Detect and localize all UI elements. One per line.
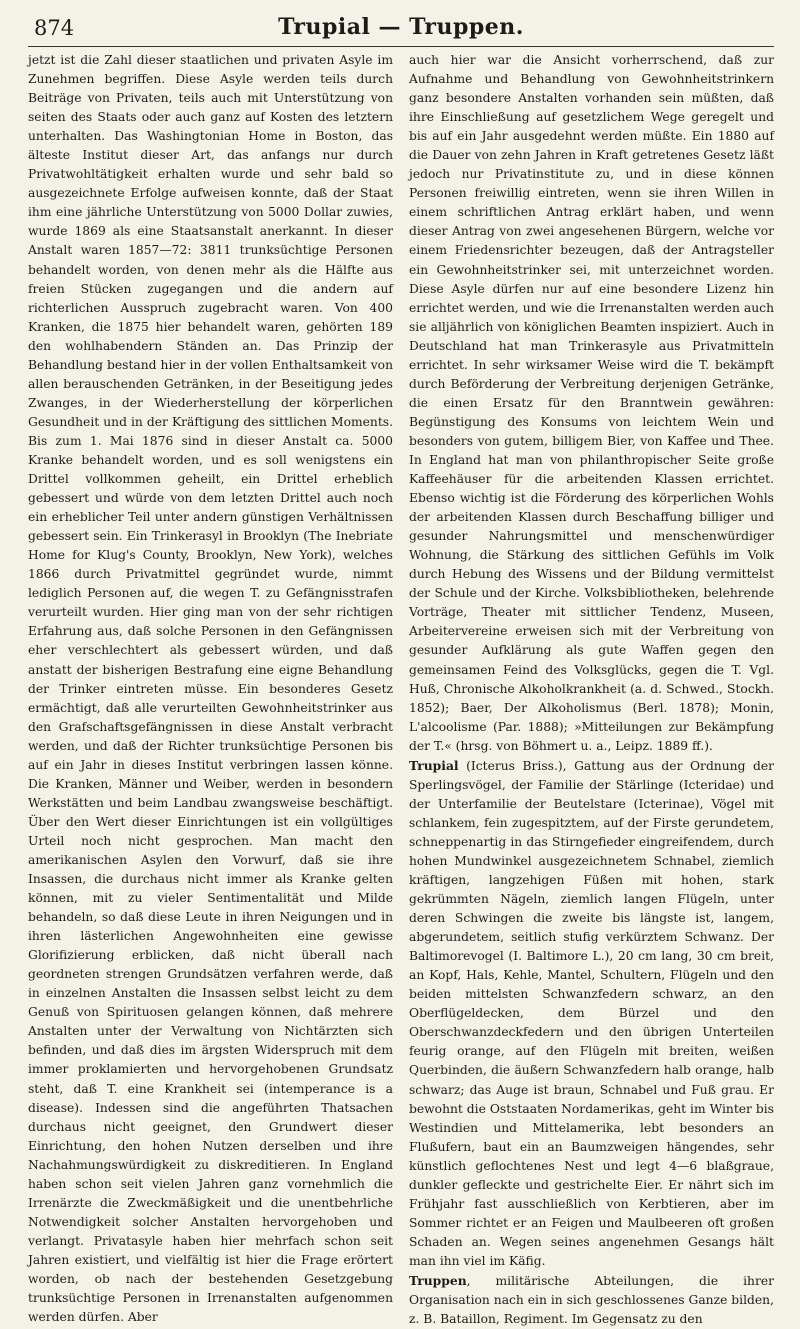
right-paragraph-1: auch hier war die Ansicht vorherrschend, daß zur Aufnahme und Behandlung von Gewohnheitstrinkern ganz besondere Anstalten vorhanden sein müßten, daß ihre Einschließung auf gesetzlichem Wege geregelt und bis auf ein Jahr ausgedehnt werden müßte. Ein 1880 auf die Dauer von zehn Jahren in Kraft getretenes Gesetz läßt jedoch nur Privatinstitute zu, und in diese können Personen freiwillig eintreten, wenn sie ihren Willen in einem schriftlichen Antrag erklärt haben, und wenn dieser Antrag von zwei angesehenen Bürgern, welche vor einem Friedensrichter bezeugen, daß der Antragsteller ein Gewohnheitstrinker sei, mit unterzeichnet worden. Diese Asyle dürfen nur auf eine besondere Lizenz hin errichtet werden, und wie die Irrenanstalten werden auch sie alljährlich von königlichen Beamten inspiziert. Auch in Deutschland hat man Trinkerasyle aus Privatmitteln errichtet. In sehr wirksamer Weise wird die T. bekämpft durch Beförderung der Verbreitung derjenigen Getränke, die einen Ersatz für den Branntwein gewähren: Begünstigung des Konsums von leichtem Wein und besonders von gutem, billigem Bier, von Kaffee und Thee. In England hat man von philanthropischer Seite große Kaffeehäuser für die arbeitenden Klassen errichtet. Ebenso wichtig ist die Förderung des körperlichen Wohls der arbeitenden Klassen durch Beschaffung billiger und gesunder Nahrungsmittel und menschenwürdiger Wohnung, die Stärkung des sittlichen Gefühls im Volk durch Hebung des Wissens und der Bildung vermittelst der Schule und der Kirche. Volksbibliotheken, belehrende Vorträge, Theater mit sittlicher Tendenz, Museen, Arbeitervereine erweisen sich mit der Verbreitung von gesunder Aufklärung als gute Waffen gegen den gemeinsamen Feind des Volksglücks, gegen die T. Vgl. Huß, Chronische Alkoholkrankheit (a. d. Schwed., Stockh. 1852); Baer, Der Alkoholismus (Berl. 1878); Monin, L'alcoolisme (Par. 1888); »Mitteilungen zur Bekämpfung der T.« (hrsg. von Böhmert u. a., Leipz. 1889 ff.). [409,53,774,753]
entry-truppen-headword: Truppen [409,1273,467,1288]
left-paragraph: jetzt ist die Zahl dieser staatlichen und privaten Asyle im Zunehmen begriffen. Diese Asyle werden teils durch Beiträge von Privaten, teils auch mit Unterstützung von seiten des Staats oder auch ganz auf Kosten des letztern unterhalten. Das Washingtonian Home in Boston, das älteste Institut dieser Art, das anfangs nur durch Privatwohltätigkeit erhalten wurde und sehr bald so ausgezeichnete Erfolge aufweisen konnte, daß der Staat ihm eine jährliche Unterstützung von 5000 Dollar zuwies, wurde 1869 als eine Staatsanstalt anerkannt. In dieser Anstalt waren 1857—72: 3811 trunksüchtige Personen behandelt worden, von denen mehr als die Hälfte aus freien Stücken zugegangen und die andern auf richterlichen Ausspruch zugebracht waren. Von 400 Kranken, die 1875 hier behandelt waren, gehörten 189 den wohlhabendern Ständen an. Das Prinzip der Behandlung bestand hier in der vollen Enthaltsamkeit von allen berauschenden Getränken, in der Beseitigung jedes Zwanges, in der Wiederherstellung der körperlichen Gesundheit und in der Kräftigung des sittlichen Moments. Bis zum 1. Mai 1876 sind in dieser Anstalt ca. 5000 Kranke behandelt worden, und es soll wenigstens ein Drittel vollkommen geheilt, ein Drittel erheblich gebessert und würde von dem letzten Drittel auch noch ein erheblicher Teil unter andern günstigen Verhältnissen gebessert sein. Ein Trinkerasyl in Brooklyn (The Inebriate Home for Klug's County, Brooklyn, New York), welches 1866 durch Privatmittel gegründet wurde, nimmt lediglich Personen auf, die wegen T. zu Gefängnisstrafen verurteilt wurden. Hier ging man von der sehr richtigen Erfahrung aus, daß solche Personen in den Gefängnissen eher verschlechtert als gebessert würden, und daß anstatt der bisherigen Bestrafung eine eigne Behandlung der Trinker eintreten müsse. Ein besonderes Gesetz ermächtigt, daß alle verurteilten Gewohnheitstrinker aus den Grafschaftsgefängnissen in diese Anstalt verbracht werden, und daß der Richter trunksüchtige Personen bis auf ein Jahr in dieses Institut verbringen lassen könne. Die Kranken, Männer und Weiber, werden in besondern Werkstätten und beim Landbau zwangsweise beschäftigt. Über den Wert dieser Einrichtungen ist ein vollgültiges Urteil noch nicht gesprochen. Man macht den amerikanischen Asylen den Vorwurf, daß sie ihre Insassen, die durchaus nicht immer als Kranke gelten können, mit zu vieler Sentimentalität und Milde behandeln, so daß diese Leute in ihren Neigungen und in ihren lästerlichen Angewohnheiten eine gewisse Glorifizierung erblicken, daß nicht überall nach geordneten strengen Grundsätzen verfahren werde, daß in einzelnen Anstalten die Insassen selbst leicht zu dem Genuß von Spirituosen gelangen können, daß mehrere Anstalten unter der Verwaltung von Nichtärzten sich befinden, und daß dies im ärgsten Widerspruch mit dem immer proklamierten und hervorgehobenen Grundsatz steht, daß T. eine Krankheit sei (intemperance is a disease). Indessen sind die angeführten Thatsachen durchaus nicht geeignet, den Grundwert dieser Einrichtung, den hohen Nutzen derselben und ihre Nachahmungswürdigkeit zu diskreditieren. In England haben schon seit vielen Jahren ganz vornehmlich die Irrenärzte die Zweckmäßigkeit und die unentbehrliche Notwendigkeit solcher Anstalten hervorgehoben und verlangt. Privatasyle haben hier mehrfach schon seit Jahren existiert, und vielfältig ist hier die Frage erörtert worden, ob nach der bestehenden Gesetzgebung trunksüchtige Personen in Irrenanstalten aufgenommen werden dürfen. Aber [28,53,393,1325]
dictionary-page [0,10,800,1327]
entry-trupial [409,756,774,1271]
left-column [28,51,393,1329]
text-columns [28,51,774,1329]
right-column [409,51,774,1329]
entry-truppen-text: , militärische Abteilungen, die ihrer Organisation nach ein in sich geschlossenes Ganze bilden, z. B. Bataillon, Regiment. Im Gegensatz zu den [409,1274,774,1327]
running-title: Trupial — Truppen. [278,14,524,40]
entry-truppen [409,1271,774,1329]
entry-trupial-text: (Icterus Briss.), Gattung aus der Ordnung der Sperlingsvögel, der Familie der Stärlinge (Icteridae) und der Unterfamilie der Beutelstare (Icterinae), Vögel mit schlankem, fein zugespitztem, auf der Firste gerundetem, schneppenartig in das Stirngefieder eingreifendem, durch hohen Mundwinkel ausgezeichnetem Schnabel, ziemlich kräftigen, langzehigen Füßen mit hohen, stark gekrümmten Nägeln, ziemlich langen Flügeln, unter deren Schwingen die zweite bis längste ist, langem, abgerundetem, seitlich stufig verkürztem Schwanz. Der Baltimorevogel (I. Baltimore L.), 20 cm lang, 30 cm breit, an Kopf, Hals, Kehle, Mantel, Schultern, Flügeln und den beiden mittelsten Schwanzfedern schwarz, an den Oberflügeldecken, dem Bürzel und den Oberschwanzdeckfedern und den übrigen Unterteilen feurig orange, auf den Flügeln mit breiten, weißen Querbinden, die äußern Schwanzfedern halb orange, halb schwarz; das Auge ist braun, Schnabel und Fuß grau. Er bewohnt die Oststaaten Nordamerikas, geht im Winter bis Westindien und Mittelamerika, lebt besonders an Flußufern, baut ein an Baumzweigen hängendes, sehr künstlich geflochtenes Nest und legt 4—6 blaßgraue, dunkler gefleckte und gestrichelte Eier. Er nährt sich im Frühjahr fast ausschließlich von Kerbtieren, aber im Sommer richtet er an Feigen und Maulbeeren oft großen Schaden an. Wegen seines angenehmen Gesangs hält man ihn viel im Käfig. [409,758,774,1268]
page-header [28,10,774,47]
page-number: 874 [34,16,75,40]
entry-trupial-headword: Trupial [409,757,459,773]
